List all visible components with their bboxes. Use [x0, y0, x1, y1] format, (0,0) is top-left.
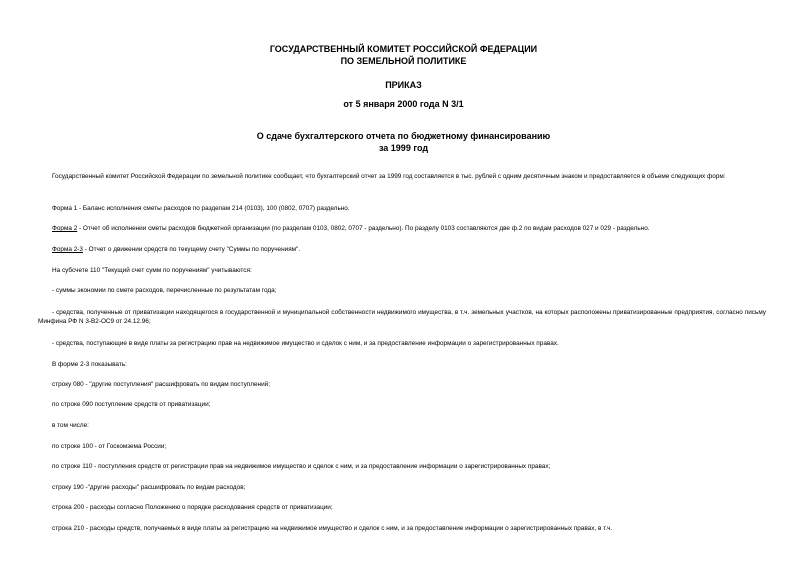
subaccount-paragraph: На субсчете 110 "Текущий счет сумм по поручениям" учитываются:	[52, 267, 252, 274]
form23-text: - Отчет о движении средств по текущему счету "Суммы по поручениям".	[82, 246, 301, 253]
form2-text: - Отчет об исполнении сметы расходов бюджетной организации (по разделам 0103, 0802, 0707 - раздельно). По разделу 0103 составляются две ф.2 по видам расходов 027 и 029 - раздельно.	[77, 225, 650, 232]
document-date: от 5 января 2000 года N 3/1	[343, 99, 464, 109]
privatization-paragraph: - средства, полученные от приватизации находящегося в государственной и муниципальной собственности недвижимого имущества, в т.ч. земельных участков, на которых расположены приватизированные предприятия, согласно письму Минфина РФ N 3-В2-ОС9 от 24.12.96;	[38, 309, 766, 325]
line190-paragraph: строку 190 -"другие расходы" расшифровать по видам расходов;	[52, 484, 246, 491]
form23-instructions-heading: В форме 2-3 показывать:	[52, 361, 127, 368]
form1-paragraph: Форма 1 - Баланс исполнения сметы расходов по разделам 214 (0103), 100 (0802, 0707) раздельно.	[52, 205, 350, 212]
form23-link[interactable]: Форма 2-3	[52, 246, 83, 253]
line090-paragraph: по строке 090 поступление средств от приватизации;	[52, 401, 211, 408]
form23-paragraph	[52, 245, 300, 254]
form2-paragraph	[52, 224, 650, 233]
org-name-line1: ГОСУДАРСТВЕННЫЙ КОМИТЕТ РОССИЙСКОЙ ФЕДЕРАЦИИ	[269, 44, 538, 54]
line080-paragraph: строку 080 - "другие поступления" расшифровать по видам поступлений;	[52, 381, 271, 388]
registration-paragraph: - средства, поступающие в виде платы за регистрацию прав на недвижимое имущество и сделок с ним, и за предоставление информации о зарегистрированных правах.	[52, 340, 559, 347]
document-title-line2: за 1999 год	[378, 143, 429, 153]
savings-paragraph: - суммы экономии по смете расходов, перечисленные по результатам года;	[52, 287, 277, 294]
line210-paragraph: строка 210 - расходы средств, получаемых в виде платы за регистрацию на недвижимое имущество и сделок с ним, и за предоставление информации о зарегистрированных правах, в т.ч.	[52, 525, 613, 532]
document-title-line1: О сдаче бухгалтерского отчета по бюджетному финансированию	[256, 131, 551, 141]
intro-paragraph: Государственный комитет Российской Федерации по земельной политике сообщает, что бухгалтерский отчет за 1999 год составляется в тыс. рублей с одним десятичным знаком и предоставляется в объеме следующих форм:	[52, 173, 726, 180]
org-name-line2: ПО ЗЕМЕЛЬНОЙ ПОЛИТИКЕ	[340, 56, 467, 66]
line110-paragraph: по строке 110 - поступления средств от регистрации прав на недвижимое имущество и сделок с ним, и за предоставление информации о зарегистрированных правах;	[52, 463, 551, 470]
form2-link[interactable]: Форма 2	[52, 225, 78, 232]
including-paragraph: в том числе:	[52, 422, 89, 429]
line100-paragraph: по строке 100 - от Госкомзема России;	[52, 443, 167, 450]
line200-paragraph: строка 200 - расходы согласно Положению о порядке расходования средств от приватизации;	[52, 504, 333, 511]
document-type: ПРИКАЗ	[385, 80, 422, 90]
